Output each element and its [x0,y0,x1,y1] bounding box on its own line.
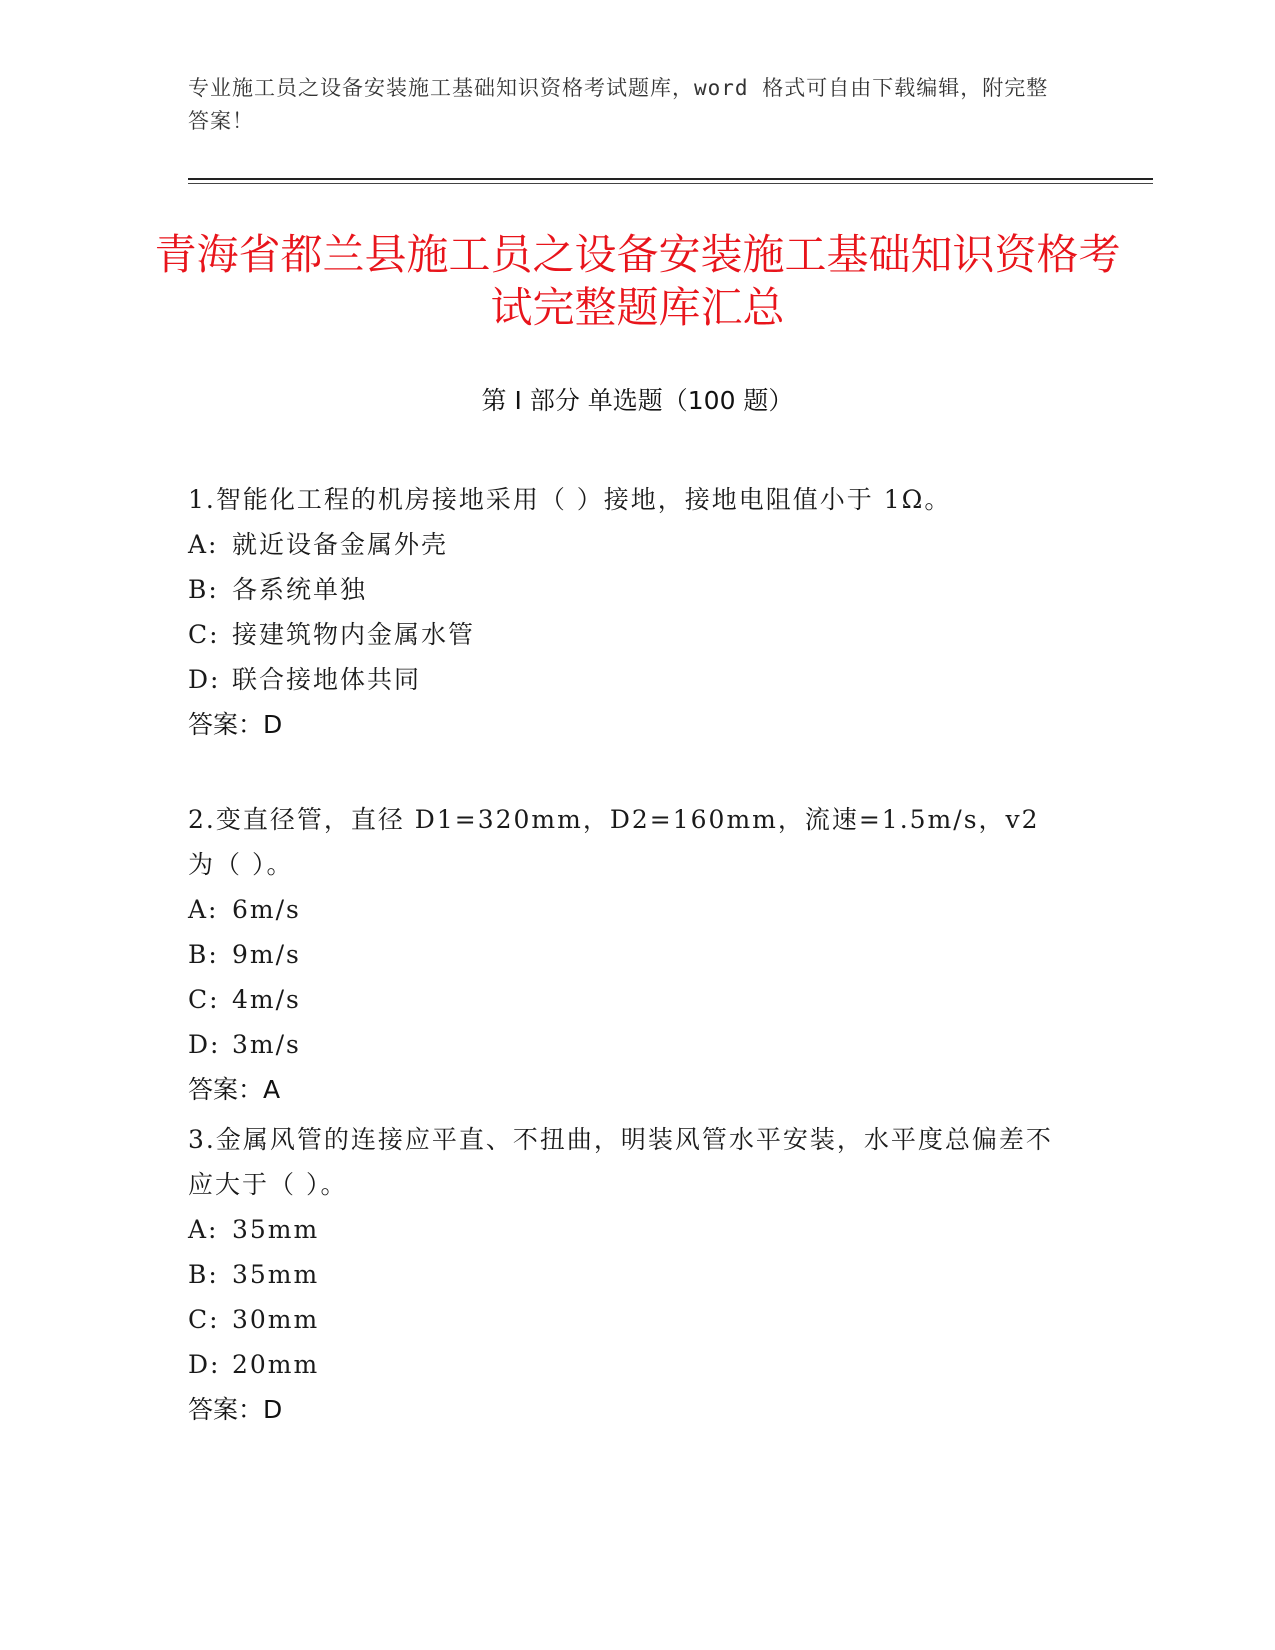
option-letter: C: [188,620,220,649]
answer-value: D [263,710,283,739]
section-heading: 第 I 部分 单选题（100 题） [481,386,794,415]
option-d [188,1342,1068,1387]
answer-line [188,1067,1068,1112]
option-a [188,522,1068,567]
option-letter: C: [188,1305,220,1334]
question-3 [188,1117,1068,1432]
option-letter: D: [188,1350,221,1379]
option-letter: B: [188,1260,219,1289]
option-c [188,977,1068,1022]
question-2 [188,797,1068,1112]
header-note: 专业施工员之设备安装施工基础知识资格考试题库，word 格式可自由下载编辑，附完整答案！ [188,76,1049,133]
option-text: 30mm [232,1305,320,1334]
option-c [188,612,1068,657]
option-text: 35mm [232,1215,320,1244]
option-letter: A: [188,1215,219,1244]
question-stem: 2.变直径管，直径 D1=320mm，D2=160mm，流速=1.5m/s，v2 为（ ）。 [188,805,1040,879]
option-letter: D: [188,665,221,694]
option-letter: A: [188,895,219,924]
option-text: 35mm [232,1260,320,1289]
option-b [188,932,1068,977]
option-letter: C: [188,985,220,1014]
option-b [188,567,1068,612]
answer-line [188,702,1068,747]
answer-prefix: 答案： [188,710,264,739]
option-b [188,1252,1068,1297]
option-d [188,1022,1068,1067]
answer-value: D [263,1395,283,1424]
option-text: 6m/s [232,895,301,924]
option-letter: B: [188,940,219,969]
option-text: 各系统单独 [232,575,368,604]
option-text: 20mm [232,1350,320,1379]
option-letter: D: [188,1030,221,1059]
option-text: 就近设备金属外壳 [232,530,449,559]
answer-value: A [263,1075,281,1104]
option-a [188,887,1068,932]
option-text: 接建筑物内金属水管 [232,620,476,649]
header-rule-thick [188,178,1153,180]
document-title: 青海省都兰县施工员之设备安装施工基础知识资格考试完整题库汇总 [154,230,1121,332]
option-text: 3m/s [232,1030,301,1059]
option-text: 联合接地体共同 [232,665,422,694]
option-text: 4m/s [232,985,301,1014]
option-letter: B: [188,575,219,604]
answer-prefix: 答案： [188,1075,264,1104]
answer-line [188,1387,1068,1432]
answer-prefix: 答案： [188,1395,264,1424]
option-letter: A: [188,530,219,559]
option-text: 9m/s [232,940,301,969]
question-1 [188,477,1068,747]
option-a [188,1207,1068,1252]
header-rule-thin [188,183,1153,184]
question-stem: 1.智能化工程的机房接地采用（ ）接地，接地电阻值小于 1Ω。 [188,485,952,514]
option-c [188,1297,1068,1342]
option-d [188,657,1068,702]
question-stem: 3.金属风管的连接应平直、不扭曲，明装风管水平安装，水平度总偏差不应大于（ ）。 [188,1125,1053,1199]
